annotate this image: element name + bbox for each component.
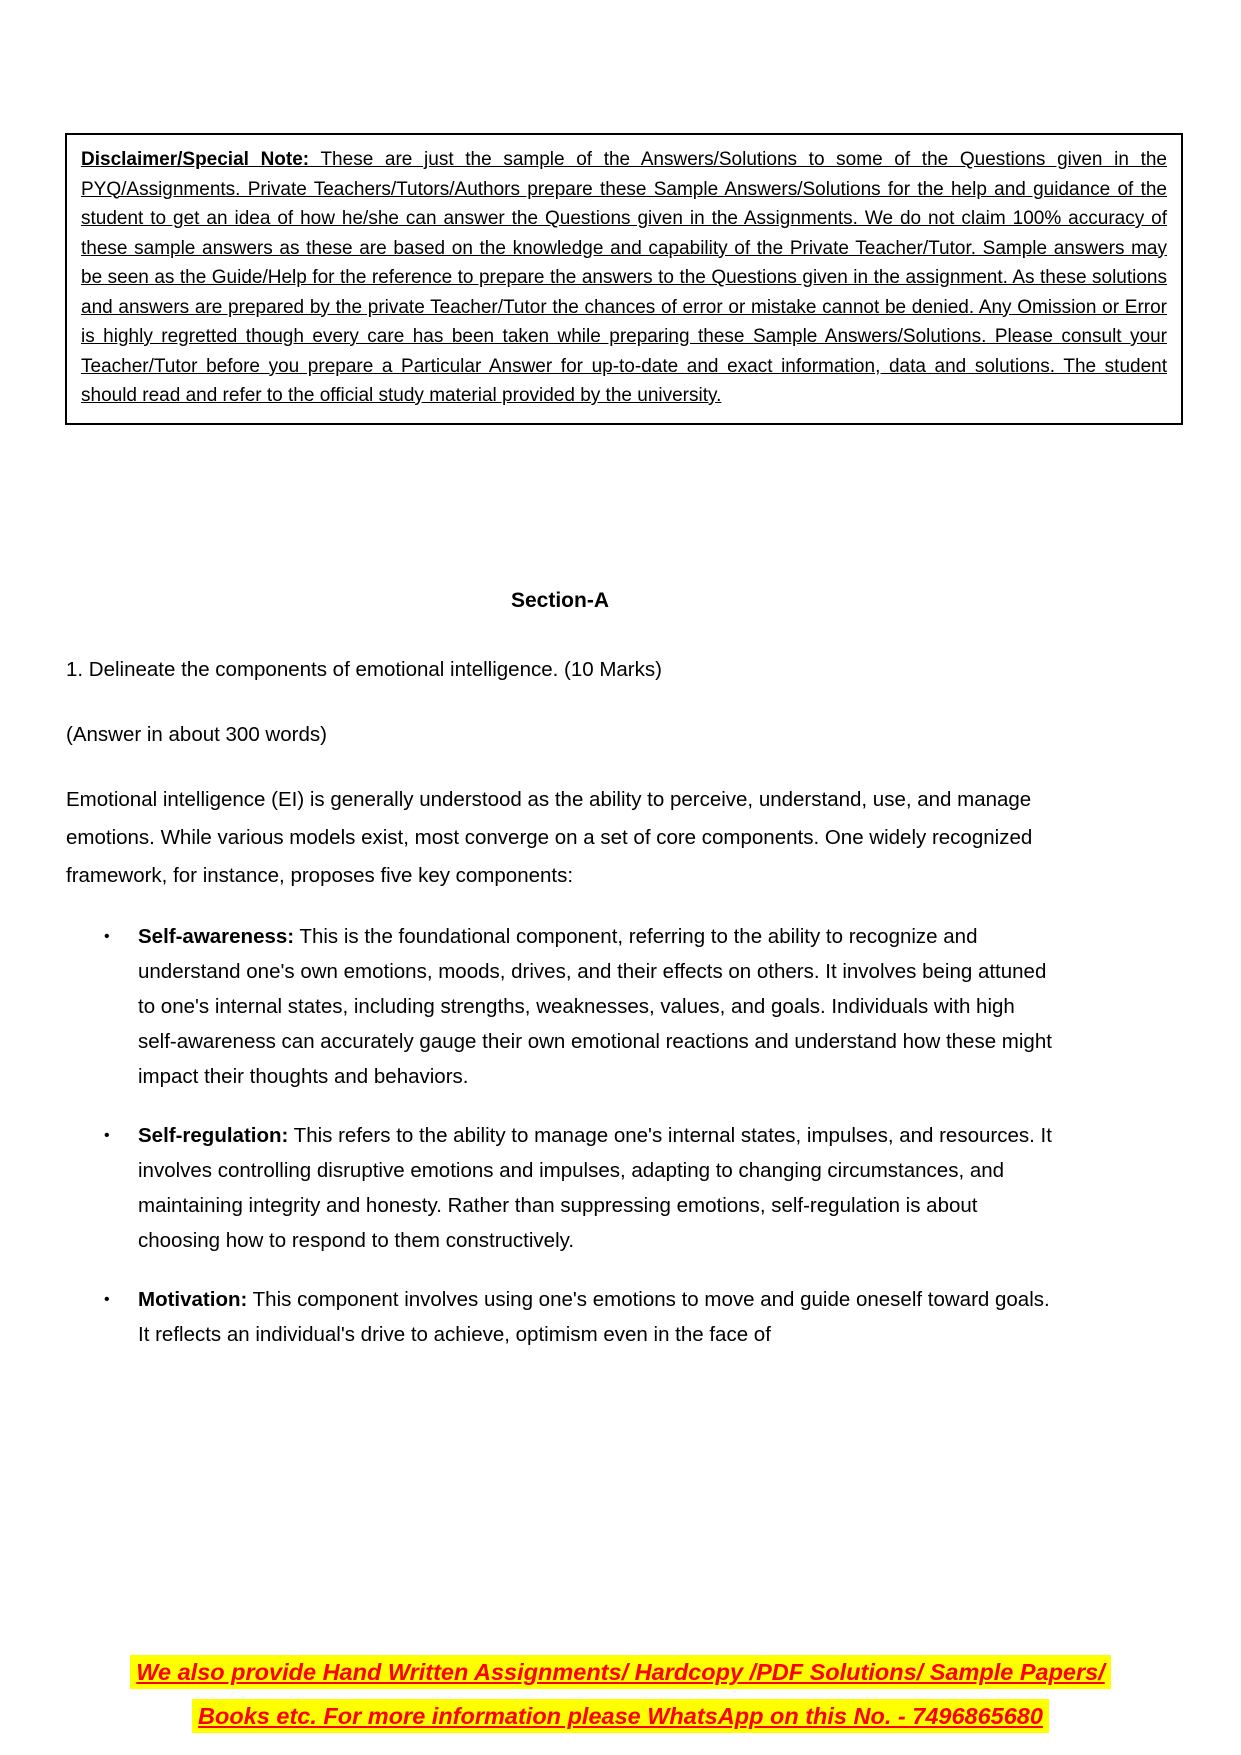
bullet-icon: • xyxy=(104,1291,110,1308)
bullet-text: This refers to the ability to manage one's internal states, impulses, and resources. It involves controlling disruptive emotions and impulses, adapting to changing circumstances, and maintaining integrity and honesty. Rather than suppressing emotions, self-regulation is about choosing how to respond to them constructively. xyxy=(138,1124,1052,1252)
disclaimer-box xyxy=(65,133,1183,425)
section-heading: Section-A xyxy=(510,589,609,612)
list-item-self-awareness xyxy=(104,919,1054,1094)
bullet-icon: • xyxy=(104,928,110,945)
list-item-self-regulation xyxy=(104,1118,1054,1258)
bullet-term: Self-regulation: xyxy=(138,1124,289,1147)
bullet-term: Motivation: xyxy=(138,1288,248,1311)
bullet-text: This is the foundational component, referring to the ability to recognize and understand one's own emotions, moods, drives, and their effects on others. It involves being attuned to one's internal states, including strengths, weaknesses, values, and goals. Individuals with high self-awareness can accurately gauge their own emotional reactions and understand how these might impact their thoughts and behaviors. xyxy=(138,925,1052,1088)
promo-line-1: We also provide Hand Written Assignments/ Hardcopy /PDF Solutions/ Sample Papers/ xyxy=(130,1655,1111,1689)
bullet-text: This component involves using one's emotions to move and guide oneself toward goals. It reflects an individual's drive to achieve, optimism even in the face of xyxy=(138,1288,1050,1346)
promo-line-2: Books etc. For more information please WhatsApp on this No. - 7496865680 xyxy=(192,1699,1049,1733)
answer-word-limit-note: (Answer in about 300 words) xyxy=(66,723,327,746)
components-list xyxy=(66,919,1054,1352)
bullet-term: Self-awareness: xyxy=(138,925,295,948)
disclaimer-text: These are just the sample of the Answers/Solutions to some of the Questions given in the PYQ/Assignments. Private Teachers/Tutors/Authors prepare these Sample Answers/Solutions for the help and guidance of the student to get an idea of how he/she can answer the Questions given in the Assignments. We do not claim 100% accuracy of these sample answers as these are based on the knowledge and capability of the Private Teacher/Tutor. Sample answers may be seen as the Guide/Help for the reference to prepare the answers to the Questions given in the assignment. As these solutions and answers are prepared by the private Teacher/Tutor the chances of error or mistake cannot be denied. Any Omission or Error is highly regretted though every care has been taken while preparing these Sample Answers/Solutions. Please consult your Teacher/Tutor before you prepare a Particular Answer for up-to-date and exact information, data and solutions. The student should read and refer to the official study material provided by the university. xyxy=(81,149,1167,406)
answer-content xyxy=(66,582,1054,1352)
question-text: 1. Delineate the components of emotional intelligence. (10 Marks) xyxy=(66,658,662,681)
list-item-motivation xyxy=(104,1282,1054,1352)
bullet-icon: • xyxy=(104,1127,110,1144)
disclaimer-label: Disclaimer/Special Note: xyxy=(81,149,310,170)
answer-intro-paragraph: Emotional intelligence (EI) is generally understood as the ability to perceive, understand, use, and manage emotions. While various models exist, most converge on a set of core components. One widely recognized framework, for instance, proposes five key components: xyxy=(66,788,1033,887)
promo-banner xyxy=(0,1650,1241,1738)
